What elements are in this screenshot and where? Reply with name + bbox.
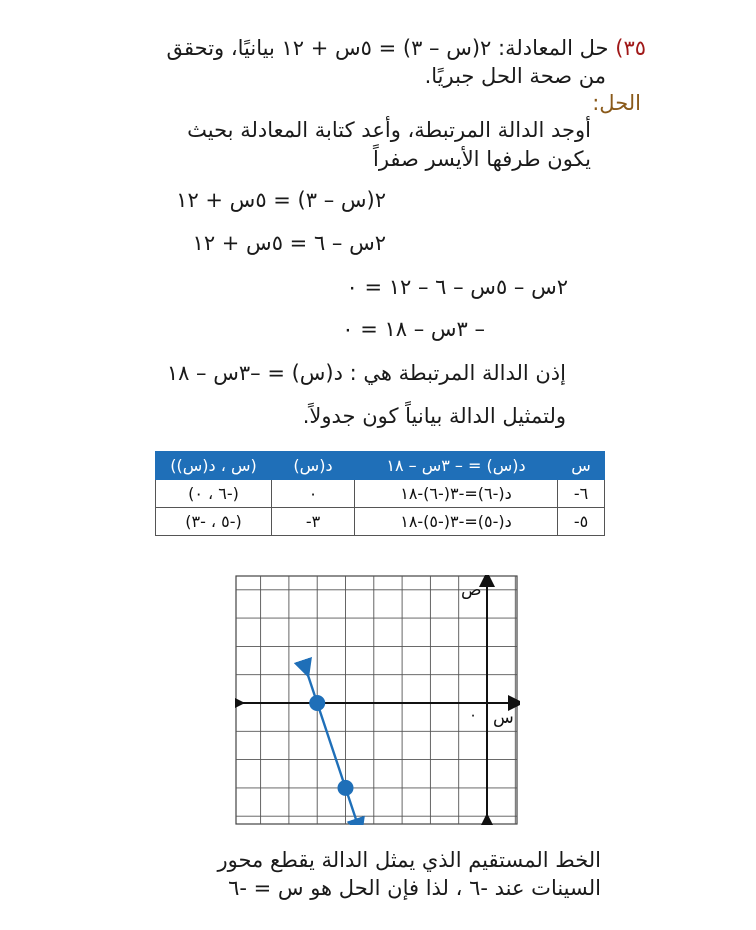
- y-axis-label: ص: [461, 580, 482, 600]
- table-cell: ٠: [272, 480, 355, 508]
- table-cell: ٥-: [558, 508, 605, 536]
- step-1: ٢(س – ٣) = ٥س + ١٢: [176, 188, 386, 212]
- table-header-row: [156, 452, 605, 480]
- conclusion-line-1: الخط المستقيم الذي يمثل الدالة يقطع محور: [217, 848, 601, 872]
- problem-text: حل المعادلة: ٢(س – ٣) = ٥س + ١٢ بيانيًا، وتحقق: [166, 36, 609, 60]
- table-row: [156, 508, 605, 536]
- table-cell: (-٦ ، ٠): [156, 480, 272, 508]
- function-line-path: [306, 669, 359, 825]
- table-cell: ٣-: [272, 508, 355, 536]
- axes: [237, 579, 516, 821]
- x-axis-label: س: [493, 708, 514, 728]
- values-table: [155, 451, 605, 536]
- plot-point: [338, 780, 354, 796]
- header-function: د(س) = – ٣س – ١٨: [355, 452, 558, 480]
- table-cell: (-٥ ، -٣): [156, 508, 272, 536]
- origin-label: ٠: [469, 706, 478, 724]
- step-3: ٢س – ٥س – ٦ – ١٢ = ٠: [346, 275, 568, 299]
- header-ordered-pair: (س ، د(س)): [156, 452, 272, 480]
- table-cell: ٦-: [558, 480, 605, 508]
- solution-intro-line-1: أوجد الدالة المرتبطة، وأعد كتابة المعادلة بحيث: [187, 118, 591, 142]
- header-fx: د(س): [272, 452, 355, 480]
- related-function: إذن الدالة المرتبطة هي : د(س) = –٣س – ١٨: [166, 361, 566, 385]
- problem-line-1: [167, 34, 646, 62]
- solution-label: الحل:: [592, 91, 641, 115]
- grid-border: [236, 576, 517, 824]
- plot-point: [309, 695, 325, 711]
- table-cell: د(-٥)=-٣(-٥)-١٨: [355, 508, 558, 536]
- problem-line-2: من صحة الحل جبريًا.: [424, 64, 606, 88]
- header-x: س: [558, 452, 605, 480]
- step-4: – ٣س – ١٨ = ٠: [342, 317, 485, 341]
- solution-intro-line-2: يكون طرفها الأيسر صفراً: [372, 147, 591, 171]
- conclusion-line-2: السينات عند -٦ ، لذا فإن الحل هو س = -٦: [228, 876, 601, 900]
- problem-number: ٣٥): [615, 36, 646, 60]
- coordinate-graph: [235, 575, 520, 825]
- table-cell: د(-٦)=-٣(-٦)-١٨: [355, 480, 558, 508]
- table-intro: ولتمثيل الدالة بيانياً كون جدولاً.: [302, 404, 566, 428]
- function-line: [306, 669, 359, 825]
- step-2: ٢س – ٦ = ٥س + ١٢: [192, 231, 386, 255]
- table-row: [156, 480, 605, 508]
- grid-lines: [236, 576, 517, 824]
